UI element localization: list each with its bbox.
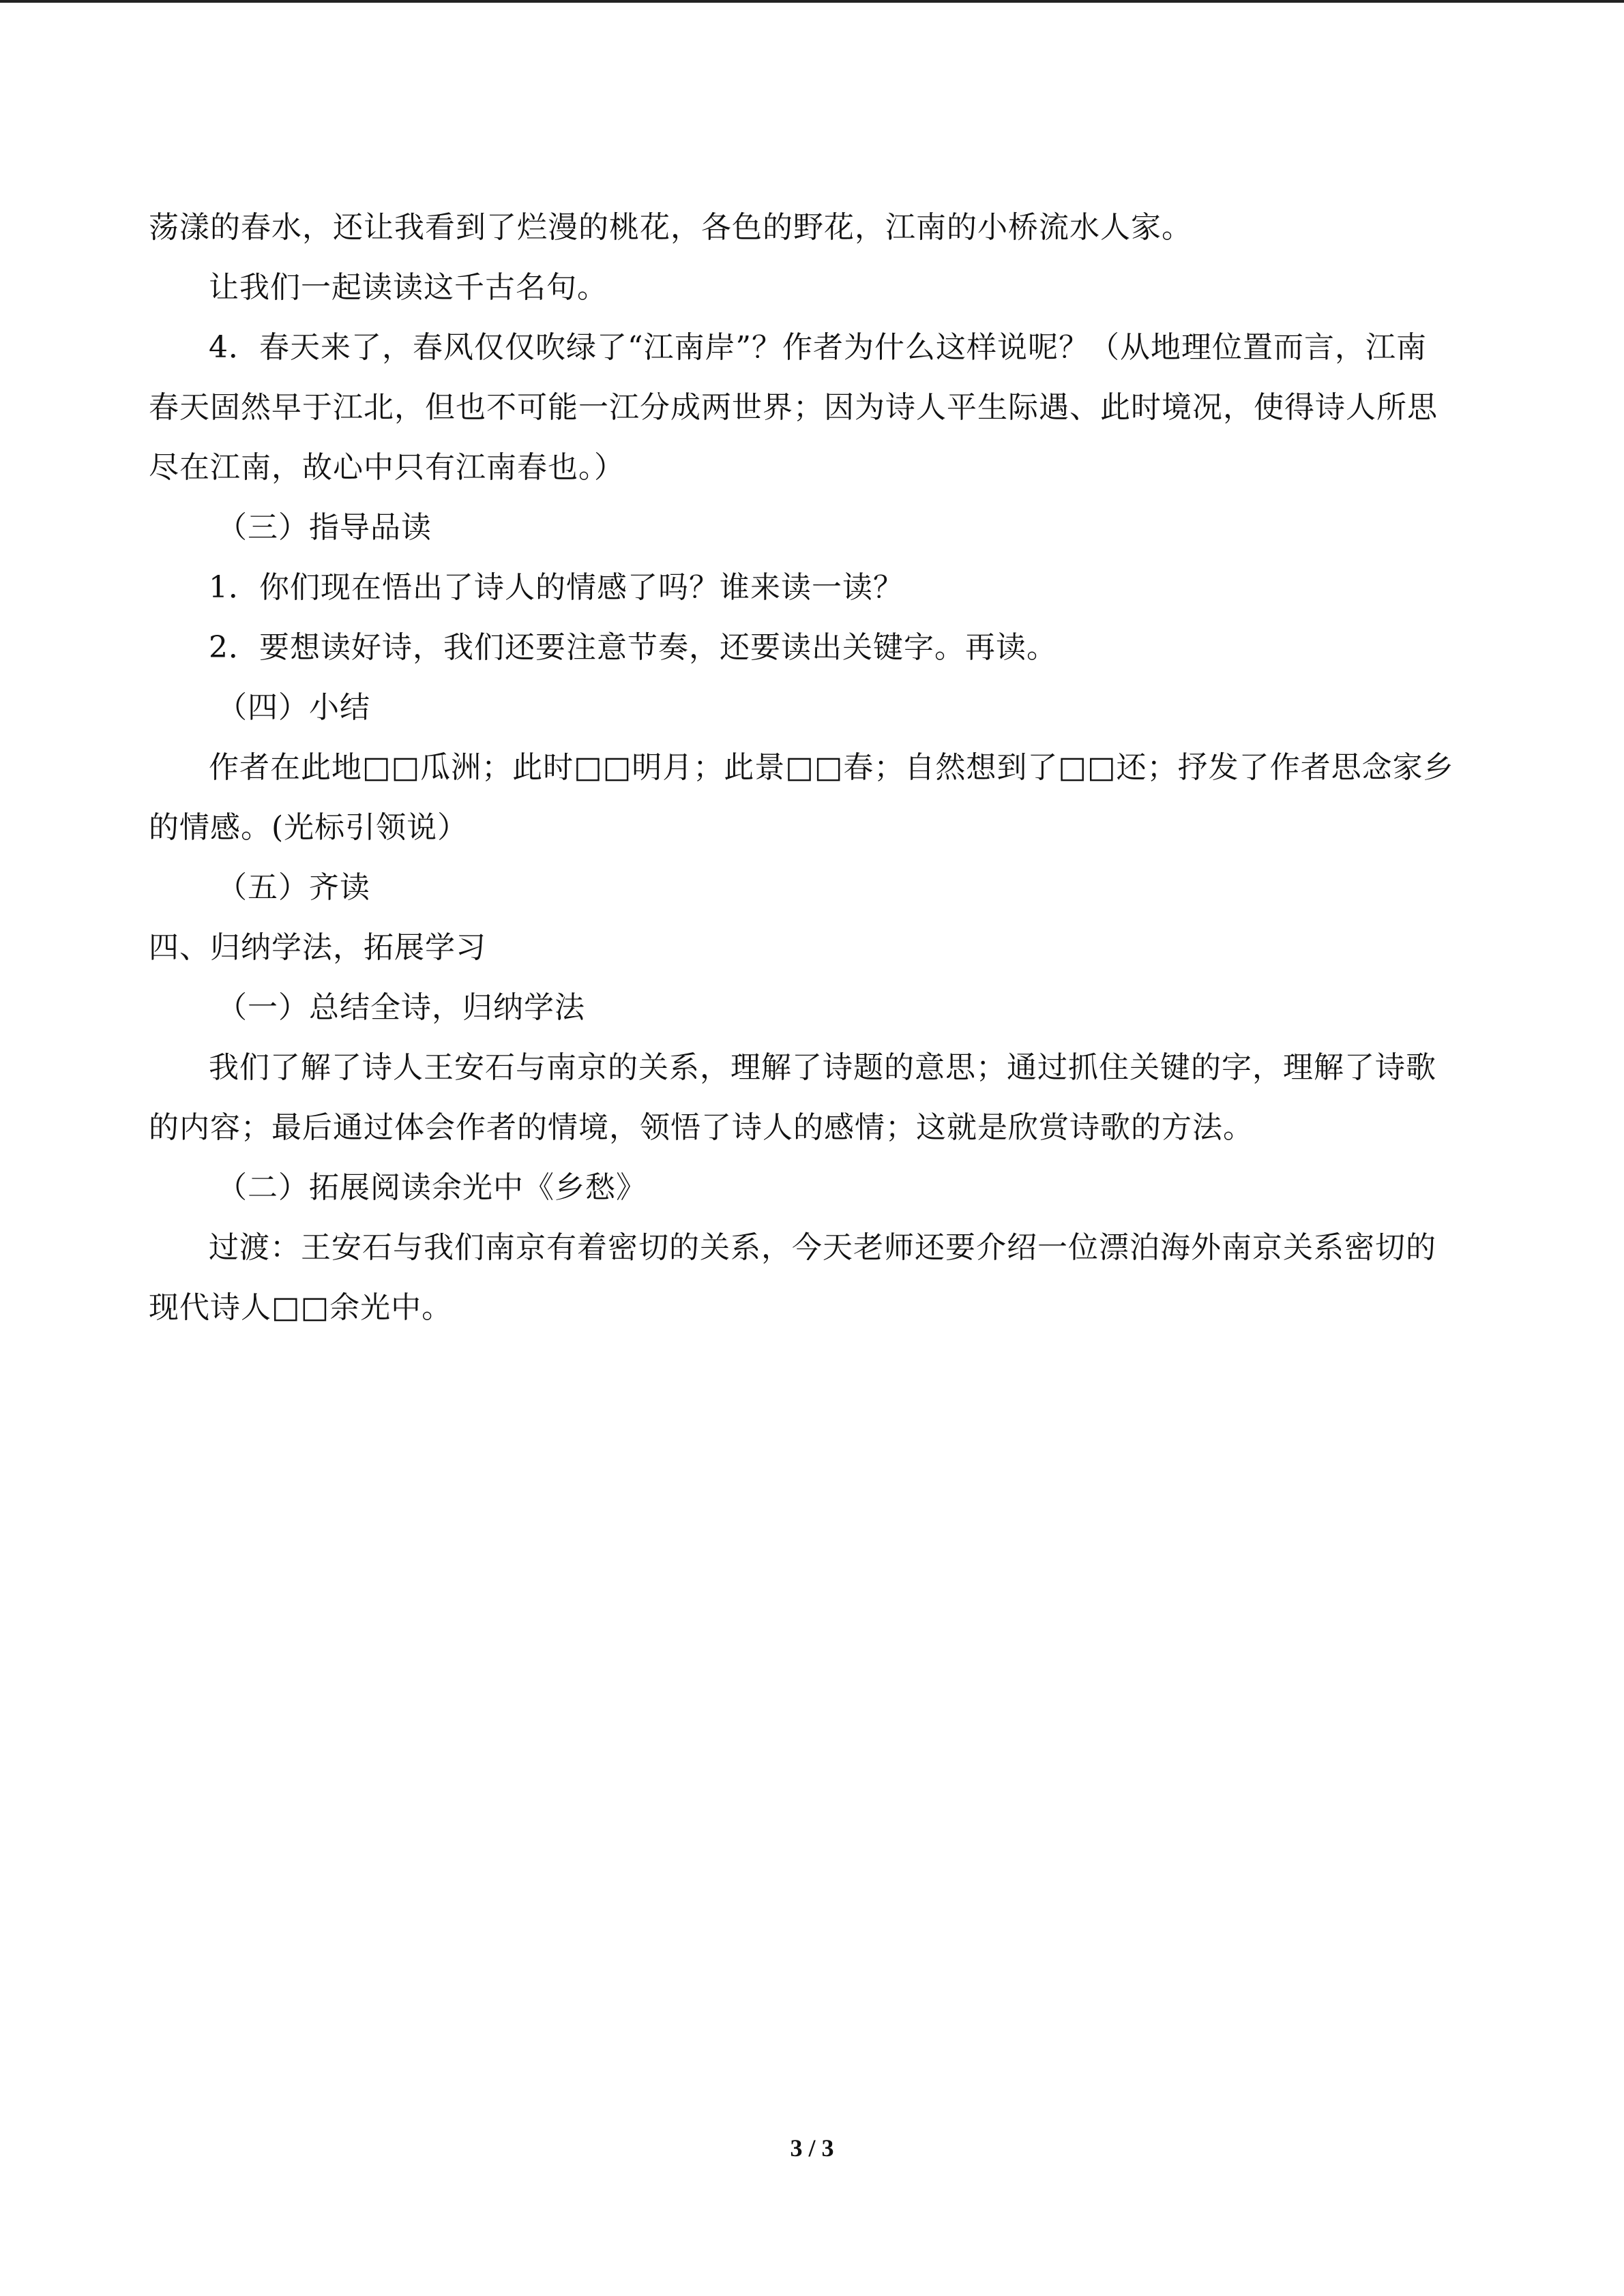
heading-summary: （四）小结 [217, 690, 370, 725]
paragraph-question-4: 4．春天来了，春风仅仅吹绿了“江南岸”？作者为什么这样说呢？（从地理位置而言，江南春天固然早于江北，但也不可能一江分成两世界；因为诗人平生际遇、此时境况，使得诗人所思尽在江南，故心中只有江南春也。） [149, 330, 1438, 485]
paragraph-method-body: 我们了解了诗人王安石与南京的关系，理解了诗题的意思；通过抓住关键的字，理解了诗歌的内容；最后通过体会作者的情境，领悟了诗人的感情；这就是欣赏诗歌的方法。 [149, 1050, 1436, 1145]
heading-extended-reading: （二）拓展阅读余光中《乡愁》 [217, 1170, 647, 1205]
paragraph-continuation: 荡漾的春水，还让我看到了烂漫的桃花，各色的野花，江南的小桥流水人家。 [149, 210, 1192, 245]
page-number: 3 / 3 [790, 2134, 834, 2162]
top-border-line [0, 0, 1624, 3]
paragraph-step-1: 1．你们现在悟出了诗人的情感了吗？谁来读一读？ [209, 570, 904, 605]
heading-read-aloud: （五）齐读 [217, 870, 370, 905]
paragraph-transition: 过渡：王安石与我们南京有着密切的关系，今天老师还要介绍一位漂泊海外南京关系密切的现代诗人□□余光中。 [149, 1230, 1436, 1325]
paragraph-step-2: 2．要想读好诗，我们还要注意节奏，还要读出关键字。再读。 [209, 630, 1057, 665]
document-body [149, 198, 1457, 1338]
heading-conclude-method: （一）总结全诗，归纳学法 [217, 990, 585, 1025]
heading-guided-reading: （三）指导品读 [217, 510, 432, 545]
section-heading-4: 四、归纳学法，拓展学习 [149, 930, 486, 965]
paragraph-summary-body: 作者在此地□□瓜洲；此时□□明月；此景□□春；自然想到了□□还；抒发了作者思念家乡的情感。(光标引领说） [149, 750, 1454, 845]
paragraph-read-together: 让我们一起读读这千古名句。 [209, 270, 608, 305]
